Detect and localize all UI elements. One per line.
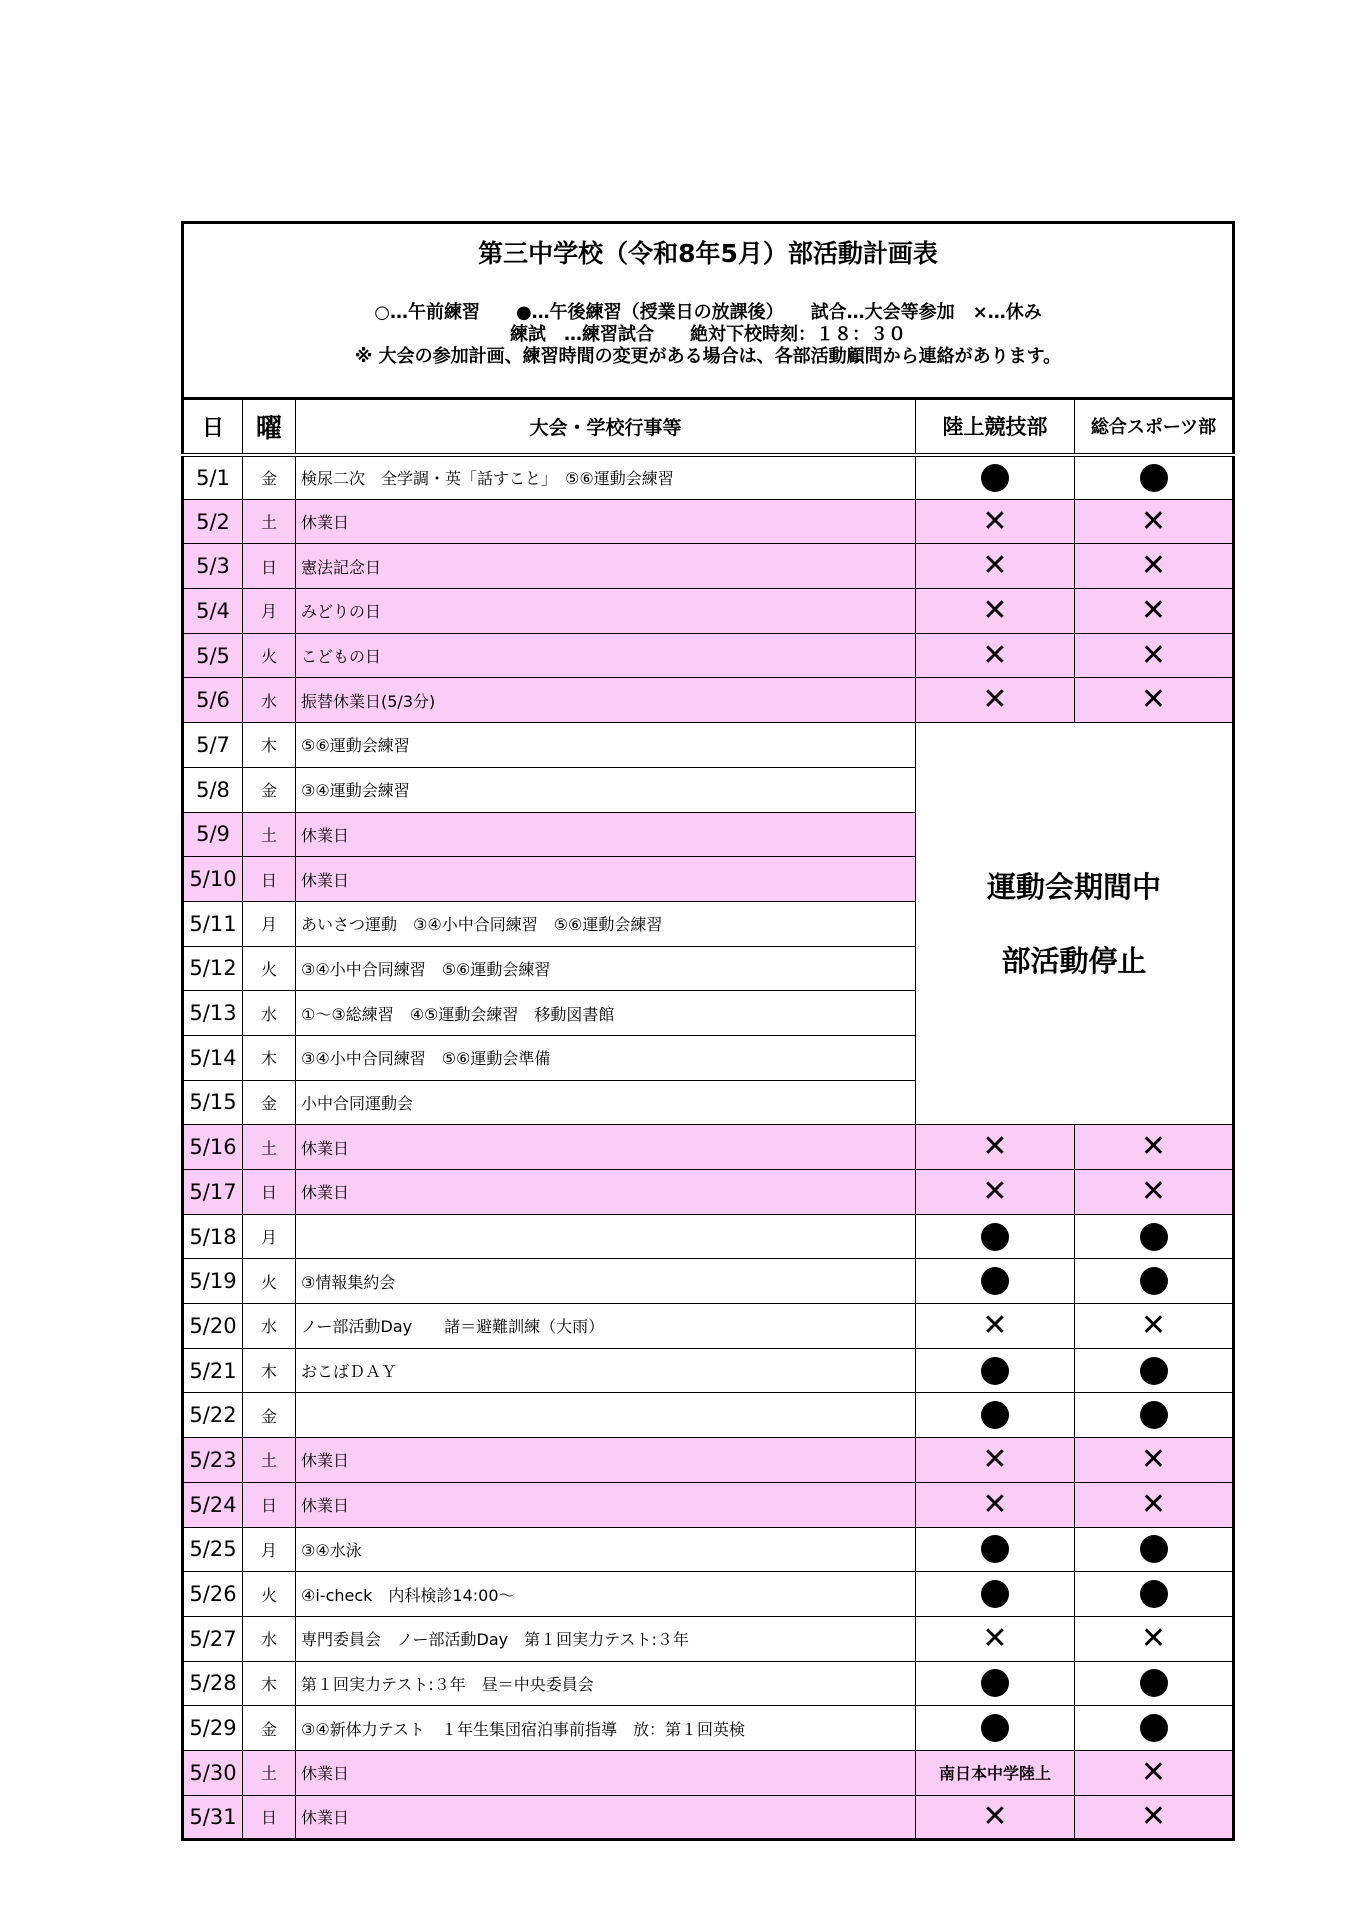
row-weekday: 月 <box>243 901 296 946</box>
club-sports-status <box>1075 455 1234 500</box>
header-club-track: 陸上競技部 <box>916 399 1075 455</box>
rest-cross-icon: ✕ <box>982 1798 1008 1834</box>
rest-cross-icon: ✕ <box>982 1307 1008 1343</box>
rest-cross-icon: ✕ <box>982 548 1008 584</box>
club-sports-status <box>1075 1304 1234 1349</box>
rest-cross-icon: ✕ <box>982 1441 1008 1477</box>
table-header-row <box>183 399 1234 455</box>
row-date: 5/6 <box>183 678 243 723</box>
row-weekday: 土 <box>243 1125 296 1170</box>
table-row <box>183 723 1234 768</box>
club-track-status <box>916 1170 1075 1215</box>
rest-cross-icon: ✕ <box>1140 548 1167 584</box>
row-event: 第１回実力テスト:３年 昼＝中央委員会 <box>296 1661 916 1706</box>
row-weekday: 水 <box>243 991 296 1036</box>
header-day: 日 <box>183 399 243 455</box>
activity-suspended-notice <box>916 723 1234 1125</box>
row-weekday: 土 <box>243 812 296 857</box>
competition-label: 南日本中学陸上 <box>938 1764 1051 1784</box>
rest-cross-icon: ✕ <box>982 503 1008 539</box>
row-event: 小中合同運動会 <box>296 1080 916 1125</box>
rest-cross-icon: ✕ <box>1140 682 1167 718</box>
row-date: 5/12 <box>183 946 243 991</box>
row-weekday: 日 <box>243 1795 296 1840</box>
club-track-status <box>916 544 1075 589</box>
row-date: 5/19 <box>183 1259 243 1304</box>
table-row <box>183 1795 1234 1840</box>
club-track-status <box>916 1616 1075 1661</box>
row-date: 5/20 <box>183 1304 243 1349</box>
practice-pm-dot-icon <box>981 1267 1009 1295</box>
row-weekday: 金 <box>243 455 296 500</box>
row-weekday: 日 <box>243 1482 296 1527</box>
rest-cross-icon: ✕ <box>1140 1173 1167 1209</box>
header-event: 大会・学校行事等 <box>296 399 916 455</box>
row-event: こどもの日 <box>296 633 916 678</box>
rest-cross-icon: ✕ <box>1140 503 1167 539</box>
table-row <box>183 1170 1234 1215</box>
row-event: 休業日 <box>296 812 916 857</box>
row-weekday: 木 <box>243 1035 296 1080</box>
rest-cross-icon: ✕ <box>982 1486 1008 1522</box>
club-sports-status <box>1075 1348 1234 1393</box>
table-row <box>183 1438 1234 1483</box>
schedule-header <box>181 221 1235 397</box>
table-row <box>183 1572 1234 1617</box>
row-weekday: 月 <box>243 1214 296 1259</box>
row-weekday: 月 <box>243 1527 296 1572</box>
row-weekday: 金 <box>243 1393 296 1438</box>
rest-cross-icon: ✕ <box>982 682 1008 718</box>
row-date: 5/5 <box>183 633 243 678</box>
row-weekday: 金 <box>243 1706 296 1751</box>
row-event: 憲法記念日 <box>296 544 916 589</box>
row-weekday: 火 <box>243 1259 296 1304</box>
notice-line-2: 部活動停止 <box>1001 943 1147 978</box>
row-weekday: 火 <box>243 946 296 991</box>
club-track-status <box>916 1348 1075 1393</box>
rest-cross-icon: ✕ <box>982 1620 1008 1656</box>
row-weekday: 日 <box>243 1170 296 1215</box>
rest-cross-icon: ✕ <box>982 637 1008 673</box>
row-date: 5/27 <box>183 1616 243 1661</box>
rest-cross-icon: ✕ <box>982 1173 1008 1209</box>
club-sports-status <box>1075 633 1234 678</box>
row-date: 5/3 <box>183 544 243 589</box>
club-track-status <box>916 1304 1075 1349</box>
practice-pm-dot-icon <box>1140 1223 1168 1251</box>
row-weekday: 水 <box>243 1616 296 1661</box>
row-event: 休業日 <box>296 1170 916 1215</box>
table-row <box>183 1348 1234 1393</box>
club-sports-status <box>1075 1482 1234 1527</box>
row-date: 5/28 <box>183 1661 243 1706</box>
table-row <box>183 678 1234 723</box>
header-club-sports: 総合スポーツ部 <box>1075 399 1234 455</box>
rest-cross-icon: ✕ <box>1140 637 1167 673</box>
club-sports-status <box>1075 1259 1234 1304</box>
row-event <box>296 1393 916 1438</box>
row-event: 休業日 <box>296 1750 916 1795</box>
row-event: 専門委員会 ノー部活動Day 第１回実力テスト:３年 <box>296 1616 916 1661</box>
row-event: ③④小中合同練習 ⑤⑥運動会練習 <box>296 946 916 991</box>
row-event: おこばＤＡＹ <box>296 1348 916 1393</box>
table-row <box>183 544 1234 589</box>
row-date: 5/29 <box>183 1706 243 1751</box>
legend-line-3: ※ 大会の参加計画、練習時間の変更がある場合は、各部活動顧問から連絡があります。 <box>354 346 1062 367</box>
club-track-status <box>916 1393 1075 1438</box>
row-event: ③情報集約会 <box>296 1259 916 1304</box>
table-row <box>183 455 1234 500</box>
row-event: 振替休業日(5/3分) <box>296 678 916 723</box>
legend-line-2: 練試 …練習試合 絶対下校時刻：１８：３０ <box>510 324 906 345</box>
row-date: 5/24 <box>183 1482 243 1527</box>
row-weekday: 日 <box>243 857 296 902</box>
club-track-status <box>916 1527 1075 1572</box>
club-sports-status <box>1075 589 1234 634</box>
table-row <box>183 1125 1234 1170</box>
practice-pm-dot-icon <box>1140 1267 1168 1295</box>
club-sports-status <box>1075 1125 1234 1170</box>
row-weekday: 木 <box>243 1348 296 1393</box>
rest-cross-icon: ✕ <box>1140 1798 1167 1834</box>
table-row <box>183 1393 1234 1438</box>
row-date: 5/7 <box>183 723 243 768</box>
rest-cross-icon: ✕ <box>982 1129 1008 1165</box>
table-row <box>183 1527 1234 1572</box>
club-sports-status <box>1075 1795 1234 1840</box>
practice-pm-dot-icon <box>1140 464 1168 492</box>
practice-pm-dot-icon <box>1140 1580 1168 1608</box>
club-sports-status <box>1075 1572 1234 1617</box>
club-track-status <box>916 1214 1075 1259</box>
row-event: ③④新体力テスト １年生集団宿泊事前指導 放：第１回英検 <box>296 1706 916 1751</box>
row-event: 休業日 <box>296 1795 916 1840</box>
row-date: 5/8 <box>183 767 243 812</box>
row-date: 5/13 <box>183 991 243 1036</box>
club-sports-status <box>1075 1706 1234 1751</box>
practice-pm-dot-icon <box>981 1580 1009 1608</box>
row-event <box>296 1214 916 1259</box>
club-sports-status <box>1075 1214 1234 1259</box>
practice-pm-dot-icon <box>1140 1535 1168 1563</box>
club-track-status <box>916 678 1075 723</box>
schedule-body <box>183 455 1234 1840</box>
rest-cross-icon: ✕ <box>1140 1620 1167 1656</box>
practice-pm-dot-icon <box>981 1714 1009 1742</box>
table-row <box>183 499 1234 544</box>
table-row <box>183 1706 1234 1751</box>
row-weekday: 金 <box>243 767 296 812</box>
club-sports-status <box>1075 499 1234 544</box>
row-event: ノー部活動Day 諸＝避難訓練（大雨） <box>296 1304 916 1349</box>
legend-line-1: ○…午前練習 ●…午後練習（授業日の放課後） 試合…大会等参加 ×…休み <box>374 302 1042 323</box>
practice-pm-dot-icon <box>1140 1669 1168 1697</box>
row-date: 5/10 <box>183 857 243 902</box>
row-weekday: 木 <box>243 723 296 768</box>
row-weekday: 土 <box>243 1438 296 1483</box>
practice-pm-dot-icon <box>981 464 1009 492</box>
club-sports-status <box>1075 1170 1234 1215</box>
club-track-status <box>916 1795 1075 1840</box>
table-row <box>183 1616 1234 1661</box>
row-event: ③④小中合同練習 ⑤⑥運動会準備 <box>296 1035 916 1080</box>
row-event: 休業日 <box>296 499 916 544</box>
club-track-status <box>916 1706 1075 1751</box>
row-event: ③④水泳 <box>296 1527 916 1572</box>
row-date: 5/4 <box>183 589 243 634</box>
club-sports-status <box>1075 1616 1234 1661</box>
row-event: 休業日 <box>296 1438 916 1483</box>
practice-pm-dot-icon <box>1140 1357 1168 1385</box>
table-row <box>183 1259 1234 1304</box>
row-date: 5/14 <box>183 1035 243 1080</box>
rest-cross-icon: ✕ <box>982 592 1008 628</box>
rest-cross-icon: ✕ <box>1140 1129 1167 1165</box>
club-track-status <box>916 1661 1075 1706</box>
row-event: 検尿二次 全学調・英「話すこと」 ⑤⑥運動会練習 <box>296 455 916 500</box>
table-row <box>183 633 1234 678</box>
row-weekday: 水 <box>243 678 296 723</box>
club-sports-status <box>1075 1527 1234 1572</box>
practice-pm-dot-icon <box>981 1401 1009 1429</box>
row-event: ③④運動会練習 <box>296 767 916 812</box>
table-row <box>183 1214 1234 1259</box>
row-event: ⑤⑥運動会練習 <box>296 723 916 768</box>
row-event: ①～③総練習 ④⑤運動会練習 移動図書館 <box>296 991 916 1036</box>
row-weekday: 水 <box>243 1304 296 1349</box>
club-sports-status <box>1075 678 1234 723</box>
club-track-status <box>916 1125 1075 1170</box>
row-event: 休業日 <box>296 1482 916 1527</box>
club-sports-status <box>1075 1661 1234 1706</box>
club-track-status <box>916 1482 1075 1527</box>
schedule-document <box>181 221 1235 1841</box>
row-event: ④i-check 内科検診14:00～ <box>296 1572 916 1617</box>
row-date: 5/21 <box>183 1348 243 1393</box>
row-weekday: 木 <box>243 1661 296 1706</box>
row-date: 5/26 <box>183 1572 243 1617</box>
row-weekday: 土 <box>243 1750 296 1795</box>
row-event: 休業日 <box>296 857 916 902</box>
club-track-status <box>916 1438 1075 1483</box>
row-date: 5/23 <box>183 1438 243 1483</box>
rest-cross-icon: ✕ <box>1140 592 1167 628</box>
club-track-status <box>916 1572 1075 1617</box>
club-sports-status <box>1075 1393 1234 1438</box>
row-date: 5/11 <box>183 901 243 946</box>
club-sports-status <box>1075 1438 1234 1483</box>
row-date: 5/2 <box>183 499 243 544</box>
club-track-status <box>916 499 1075 544</box>
club-track-status <box>916 1259 1075 1304</box>
header-weekday: 曜 <box>243 399 296 455</box>
practice-pm-dot-icon <box>1140 1401 1168 1429</box>
club-track-status <box>916 455 1075 500</box>
rest-cross-icon: ✕ <box>1140 1754 1167 1790</box>
club-track-status <box>916 633 1075 678</box>
rest-cross-icon: ✕ <box>1140 1307 1167 1343</box>
table-row <box>183 1661 1234 1706</box>
table-row <box>183 589 1234 634</box>
schedule-table <box>181 397 1235 1841</box>
page-title: 第三中学校（令和8年5月）部活動計画表 <box>478 239 938 268</box>
row-weekday: 金 <box>243 1080 296 1125</box>
row-weekday: 火 <box>243 1572 296 1617</box>
row-weekday: 日 <box>243 544 296 589</box>
row-weekday: 火 <box>243 633 296 678</box>
row-date: 5/18 <box>183 1214 243 1259</box>
row-date: 5/22 <box>183 1393 243 1438</box>
row-date: 5/15 <box>183 1080 243 1125</box>
practice-pm-dot-icon <box>981 1357 1009 1385</box>
rest-cross-icon: ✕ <box>1140 1441 1167 1477</box>
club-track-status <box>916 1750 1075 1795</box>
row-date: 5/30 <box>183 1750 243 1795</box>
club-track-status <box>916 589 1075 634</box>
table-row <box>183 1482 1234 1527</box>
practice-pm-dot-icon <box>981 1223 1009 1251</box>
row-date: 5/16 <box>183 1125 243 1170</box>
row-date: 5/1 <box>183 455 243 500</box>
row-date: 5/17 <box>183 1170 243 1215</box>
practice-pm-dot-icon <box>981 1535 1009 1563</box>
row-event: みどりの日 <box>296 589 916 634</box>
row-date: 5/25 <box>183 1527 243 1572</box>
row-weekday: 土 <box>243 499 296 544</box>
notice-line-1: 運動会期間中 <box>986 869 1161 904</box>
rest-cross-icon: ✕ <box>1140 1486 1167 1522</box>
row-weekday: 月 <box>243 589 296 634</box>
club-sports-status <box>1075 1750 1234 1795</box>
practice-pm-dot-icon <box>981 1669 1009 1697</box>
table-row <box>183 1304 1234 1349</box>
row-date: 5/9 <box>183 812 243 857</box>
practice-pm-dot-icon <box>1140 1714 1168 1742</box>
club-sports-status <box>1075 544 1234 589</box>
row-event: 休業日 <box>296 1125 916 1170</box>
row-date: 5/31 <box>183 1795 243 1840</box>
row-event: あいさつ運動 ③④小中合同練習 ⑤⑥運動会練習 <box>296 901 916 946</box>
table-row <box>183 1750 1234 1795</box>
